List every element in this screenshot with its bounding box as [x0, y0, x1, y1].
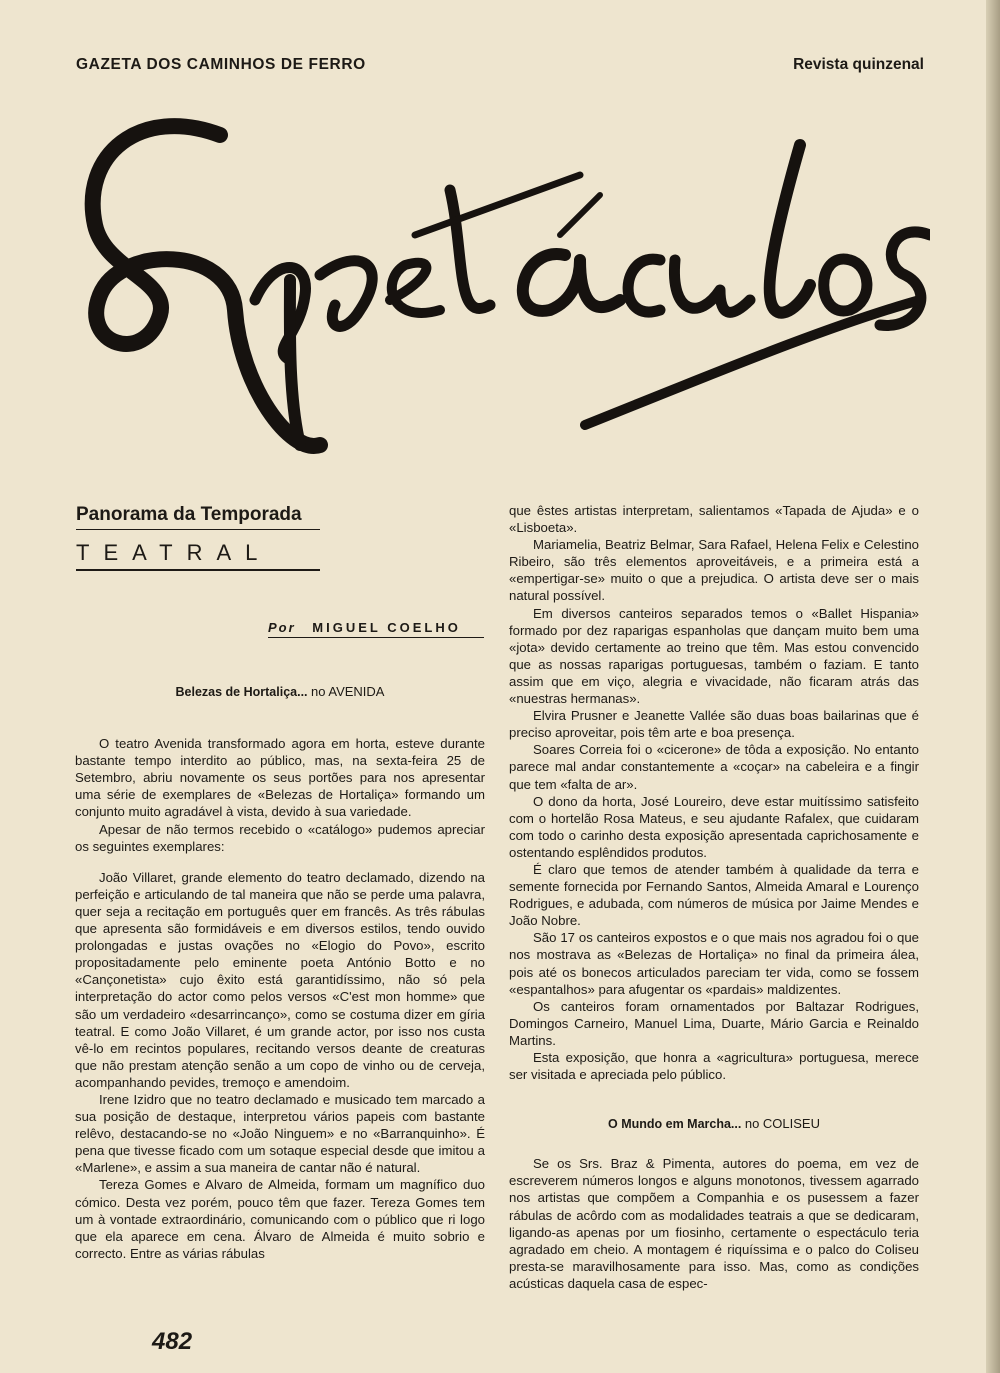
page-number: 482: [152, 1328, 193, 1355]
kicker-line: Panorama da Temporada: [76, 504, 320, 530]
column-right: [509, 502, 919, 1292]
paragraph: Apesar de não termos recebido o «catálogo» pudemos apreciar os seguintes exemplares:: [75, 821, 485, 854]
paragraph: Tereza Gomes e Alvaro de Almeida, formam um magnífico duo cómico. Desta vez porém, pouco têm que fazer. Tereza Gomes tem um à vontade extraordinário, comunicando com o público que ri logo que ela aparece em cena. Álvaro de Almeida é muito sobrio e correcto. Entre as várias rábulas: [75, 1177, 485, 1261]
byline: [268, 620, 484, 638]
paragraph: João Villaret, grande elemento do teatro declamado, dizendo na perfeição e articulando de tal maneira que não se perde uma palavra, quer seja a recitação em português quer em francês. As três rábulas que apresenta são formidáveis e em diversos estilos, tendo ouvido prolongadas e justas ovações no «Elogio do Povo», escrito propositadamente pelo eminente poeta António Botto e no «Cançonetista» cujo êxito está garantidíssimo, não só pela interpretação do actor como pelos versos «C'est mon homme» que são um verdadeiro «desarrincanço», como se costuma dizer em gíria teatral. E como João Villaret, é um grande actor, por isso nos custa vê-lo em recintos populares, recitando versos deante de creaturas que não prestam atenção senão a um copo de vinho ou de cerveja, acompanhando pevides, tremoço e amendoim.: [75, 869, 485, 1090]
paragraph: Soares Correia foi o «cicerone» de tôda a exposição. No entanto parece mal andar constantemente a «coçar» na cabeleira e a fingir que tem «falta de ar».: [509, 742, 919, 792]
publication-frequency: Revista quinzenal: [793, 56, 924, 73]
paragraph: que êstes artistas interpretam, salientamos «Tapada de Ajuda» e o «Lisboeta».: [509, 503, 919, 536]
column-left: [75, 683, 485, 1262]
paragraph: Esta exposição, que honra a «agricultura» portuguesa, merece ser visitada e apreciada pelo público.: [509, 1050, 919, 1083]
paragraph: Em diversos canteiros separados temos o «Ballet Hispania» formado por dez raparigas espanholas que dançam muito bem uma «jota» devido certamente ao treino que têm. Mas estou convencido que as nossas raparigas portuguesas, também o faziam. E tanto assim que em viço, alegria e vivacidade, não ficaram atrás das «nuestras hermanas».: [509, 605, 919, 707]
byline-prefix: Por: [268, 620, 296, 635]
section-heading: [509, 1115, 919, 1133]
section-heading-title: Belezas de Hortaliça...: [175, 685, 308, 699]
paragraph: Se os Srs. Braz & Pimenta, autores do poema, em vez de escreverem números longos e alguns monotonos, tivessem agarrado nos artistas que compõem a Companhia e os pusessem a fazer rábulas de acôrdo com as modalidades teatrais a que se dedicaram, ligando-as apenas por um fiosinho, certamente o espectáculo teria agradado em cheio. A montagem é riquíssima e o palco do Coliseu presta-se maravilhosamente para isso. Mas, como as condições acústicas daquela casa de espec-: [509, 1156, 919, 1291]
paragraph: Os canteiros foram ornamentados por Baltazar Rodrigues, Domingos Carneiro, Manuel Lima, Duarte, Mário Garcia e Reinaldo Martins.: [509, 998, 919, 1048]
page-edge: [986, 0, 1000, 1373]
paragraph: Mariamelia, Beatriz Belmar, Sara Rafael, Helena Felix e Celestino Ribeiro, são três elementos aproveitáveis, e a primeira está a «empertigar-se» muito o que a prejudica. O artista deve ser o mais natural possível.: [509, 537, 919, 604]
kicker-line-2: TEATRAL: [76, 540, 320, 571]
section-heading: [75, 683, 485, 701]
paragraph: O dono da horta, José Loureiro, deve estar muitíssimo satisfeito com o hortelão Rosa Mateus, e seu ajudante Rafalex, que cuidaram com todo o carinho desta exposição apresentada caprichosamente e ostentando esplêndidos produtos.: [509, 793, 919, 860]
article-kicker: [76, 504, 320, 571]
section-heading-venue: no AVENIDA: [311, 684, 385, 699]
paragraph: É claro que temos de atender também à qualidade da terra e semente fornecida por Fernando Santos, Almeida Amaral e Lourenço Rodrigues, e adubada, com números de música por Jaime Mendes e João Nobre.: [509, 861, 919, 929]
section-title-lettering: [60, 95, 930, 465]
paragraph: São 17 os canteiros expostos e o que mais nos agradou foi o que nos mostrava as «Belezas de Hortaliça» no final da primeira álea, pois até os bonecos articulados pareciam ter vida, como se fossem «espantalhos» para afugentar os «pardais» maldizentes.: [509, 930, 919, 997]
paragraph: O teatro Avenida transformado agora em horta, esteve durante bastante tempo interdito ao público, mas, na sexta-feira 25 de Setembro, abriu novamente os seus portões para nos apresentar uma série de exemplares de «Belezas de Hortaliça» formando um conjunto muito agradável à vista, devido à sua variedade.: [75, 736, 485, 820]
publication-title: GAZETA DOS CAMINHOS DE FERRO: [76, 56, 366, 73]
paragraph: Irene Izidro que no teatro declamado e musicado tem marcado a sua posição de destaque, interpretou vários papeis com bastante relêvo, destacando-se no «João Ninguem» e no «Barranquinho». É pena que tivesse ficado com um sotaque especial desde que imitou a «Marlene», e assim a sua maneira de cantar não é natural.: [75, 1091, 485, 1176]
byline-author: MIGUEL COELHO: [312, 620, 461, 635]
section-heading-title: O Mundo em Marcha...: [608, 1117, 742, 1132]
paragraph: Elvira Prusner e Jeanette Vallée são duas boas bailarinas que é preciso aproveitar, pois têm arte e boa presença.: [509, 708, 919, 741]
section-heading-venue: no COLISEU: [744, 1116, 820, 1132]
